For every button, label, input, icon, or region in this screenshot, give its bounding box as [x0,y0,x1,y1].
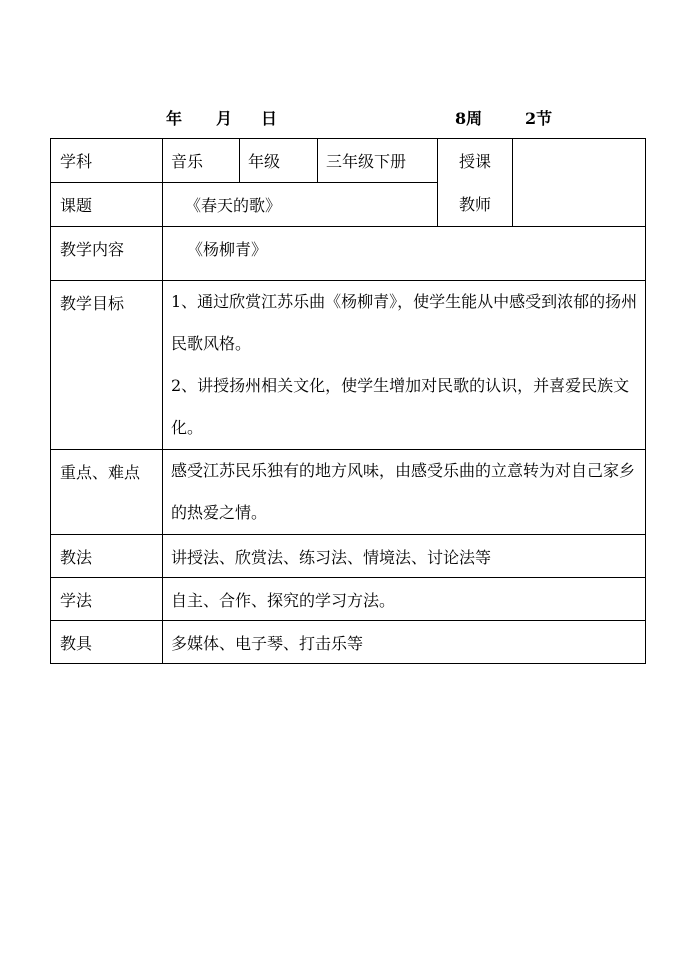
table-row [51,450,646,535]
content-label: 教学内容 [51,227,163,281]
table-row [51,535,646,578]
teacher-value [513,139,646,227]
tools-value: 多媒体、电子琴、打击乐等 [163,621,646,664]
table-row [51,621,646,664]
method-value: 讲授法、欣赏法、练习法、情境法、讨论法等 [163,535,646,578]
table-row [51,578,646,621]
topic-label: 课题 [51,183,163,227]
tools-label: 教具 [51,621,163,664]
week-number: 8周 [455,109,483,128]
grade-value: 三年级下册 [318,139,438,183]
keypoints-label: 重点、难点 [51,450,163,535]
table-row [51,139,646,183]
goals-label: 教学目标 [51,281,163,450]
goals-cell [163,281,646,450]
teacher-label-top: 授课 [458,151,491,171]
year-label: 年 [166,109,183,128]
goal-item-2: 2、讲授扬州相关文化，使学生增加对民歌的认识，并喜爱民族文化。 [171,376,630,437]
content-value: 《杨柳青》 [163,227,646,281]
period-number: 2节 [525,109,553,128]
teacher-label [438,139,513,227]
day-label: 日 [261,109,278,128]
table-row [51,281,646,450]
keypoints-value: 感受江苏民乐独有的地方风味，由感受乐曲的立意转为对自己家乡的热爱之情。 [171,461,636,522]
grade-label: 年级 [240,139,318,183]
subject-value: 音乐 [163,139,240,183]
learning-label: 学法 [51,578,163,621]
keypoints-cell [163,450,646,535]
month-label: 月 [216,109,233,128]
teacher-label-bottom: 教师 [458,194,491,214]
table-row [51,227,646,281]
method-label: 教法 [51,535,163,578]
goal-item-1: 1、通过欣赏江苏乐曲《杨柳青》，使学生能从中感受到浓郁的扬州民歌风格。 [171,292,638,353]
learning-value: 自主、合作、探究的学习方法。 [163,578,646,621]
topic-value: 《春天的歌》 [163,183,438,227]
lesson-plan-table [50,138,646,664]
subject-label: 学科 [51,139,163,183]
